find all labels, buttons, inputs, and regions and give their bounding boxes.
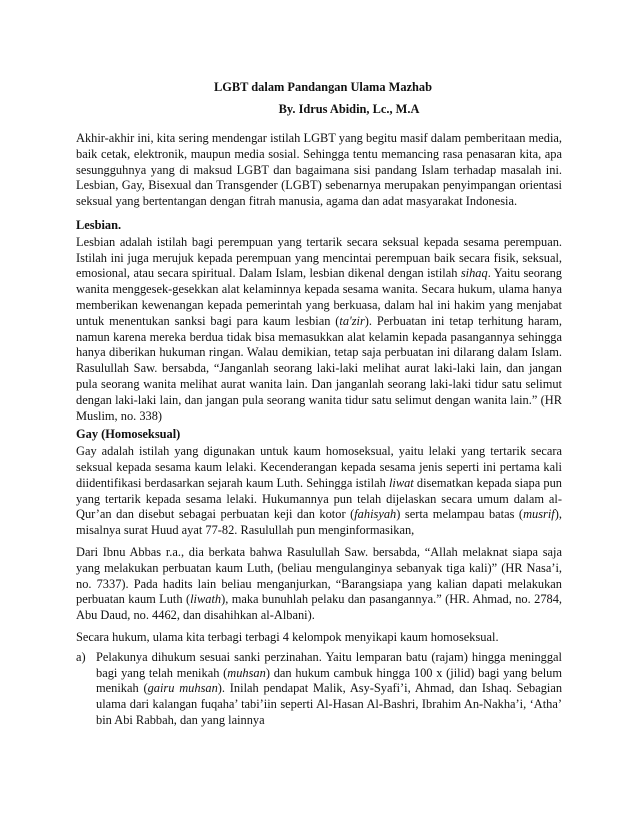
list-marker: a): [76, 649, 86, 664]
section-heading-gay: Gay (Homoseksual): [76, 427, 181, 442]
term-tazir: ta'zir: [339, 313, 365, 328]
term-gairu-muhsan: gairu muhsan: [147, 681, 218, 696]
term-musrif: musrif: [523, 507, 555, 522]
gay-paragraph-1: Gay adalah istilah yang digunakan untuk kaum homoseksual, yaitu lelaki yang tertarik secara seksual kepada sesama kaum lelaki. Kecenderangan kepada sesama jenis seperti ini pertama kali diidentifikasi berdasarkan sejarah kaum Luth. Sehingga istilah liwat disematkan kepada siapa pun yang tertarik kepada sesama lelaki. Hukumannya pun telah dijelaskan secara umum dalam al-Qur’an dan disebut sebagai perbuatan keji dan kotor (fahisyah) serta melampau batas (musrif), misalnya surat Huud ayat 77-82. Rasulullah pun menginformasikan,: [76, 444, 562, 538]
term-muhsan: muhsan: [227, 665, 266, 680]
term-liwat: liwat: [388, 475, 414, 490]
term-fahisyah: fahisyah: [354, 507, 397, 522]
document-title: LGBT dalam Pandangan Ulama Mazhab: [213, 80, 433, 94]
title-block: [0, 80, 638, 118]
document-body: [76, 131, 562, 729]
intro-paragraph: Akhir-akhir ini, kita sering mendengar istilah LGBT yang begitu masif dalam pemberitaan media, baik cetak, elektronik, maupun media sosial. Sehingga tentu memancing rasa penasaran kita, apa sesungguhnya yang di maksud LGBT dan bagaimana sisi pandang Islam terhadap masalah ini. Lesbian, Gay, Bisexual dan Transgender (LGBT) sebenarnya merupakan penyimpangan orientasi seksual yang bertentangan dengan fitrah manusia, agama dan adat masyarakat Indonesia.: [76, 131, 562, 209]
section-heading-lesbian: Lesbian.: [76, 217, 122, 232]
document-author: By. Idrus Abidin, Lc., M.A: [278, 101, 420, 116]
list-item: [76, 650, 562, 729]
lesbian-paragraph: Lesbian adalah istilah bagi perempuan yang tertarik secara seksual kepada sesama perempuan. Istilah ini juga merujuk kepada perempuan yang mencintai perempuan baik secara fisik, seksual, emosional, atau secara spiritual. Dalam Islam, lesbian dikenal dengan istilah sihaq. Yaitu seorang wanita menggesek-gesekkan alat kelaminnya kepada sesama wanita. Secara hukum, ulama hanya memberikan kewenangan kepada pemerintah yang berkuasa, dalam hal ini hakim yang menjabat untuk menentukan sanksi bagi para kaum lesbian (ta'zir). Perbuatan ini tetap terhitung haram, namun karena mereka berdua tidak bisa memasukkan alat kelamin kepada pasangannya sehingga hanya diberikan hukuman ringan. Walau demikian, tetap saja perbuatan ini dilarang dalam Islam. Rasulullah Saw. bersabda, “Janganlah seorang laki-laki melihat aurat laki-laki lain, dan jangan pula seorang wanita melihat aurat wanita lain. Dan janganlah seorang laki-laki tidur satu selimut dengan laki-laki lain, dan jangan pula seorang wanita tidur satu selimut dengan wanita lain.” (HR Muslim, no. 338): [76, 234, 562, 423]
term-liwath: liwath: [190, 592, 222, 607]
gay-paragraph-2: Dari Ibnu Abbas r.a., dia berkata bahwa Rasulullah Saw. bersabda, “Allah melaknat siapa saja yang melakukan perbuatan kaum Luth, (beliau mengulanginya sebanyak tiga kali)” (HR Nasa’i, no. 7337). Pada hadits lain beliau menganjurkan, “Barangsiapa yang kalian dapati melakukan perbuatan kaum Luth (liwath), maka bunuhlah pelaku dan pasangannya.” (HR. Ahmad, no. 2784, Abu Daud, no. 4462, dan disahihkan al-Albani).: [76, 544, 562, 623]
list-item-text: Pelakunya dihukum sesuai sanki perzinahan. Yaitu lemparan batu (rajam) hingga meninggal bagi yang telah menikah (muhsan) dan hukum cambuk hingga 100 x (jilid) bagi yang belum menikah (gairu muhsan). Inilah pendapat Malik, Asy-Syafi’i, Ahmad, dan Ishaq. Sebagian ulama dari kalangan fuqaha’ tabi’iin seperti Al-Hasan Al-Bashri, Ibrahim An-Nakha’i, ‘Atha’ bin Abi Rabbah, dan yang lainnya: [96, 649, 563, 727]
gay-paragraph-3: Secara hukum, ulama kita terbagi terbagi 4 kelompok menyikapi kaum homoseksual.: [76, 629, 499, 644]
term-sihaq: sihaq: [460, 266, 488, 281]
